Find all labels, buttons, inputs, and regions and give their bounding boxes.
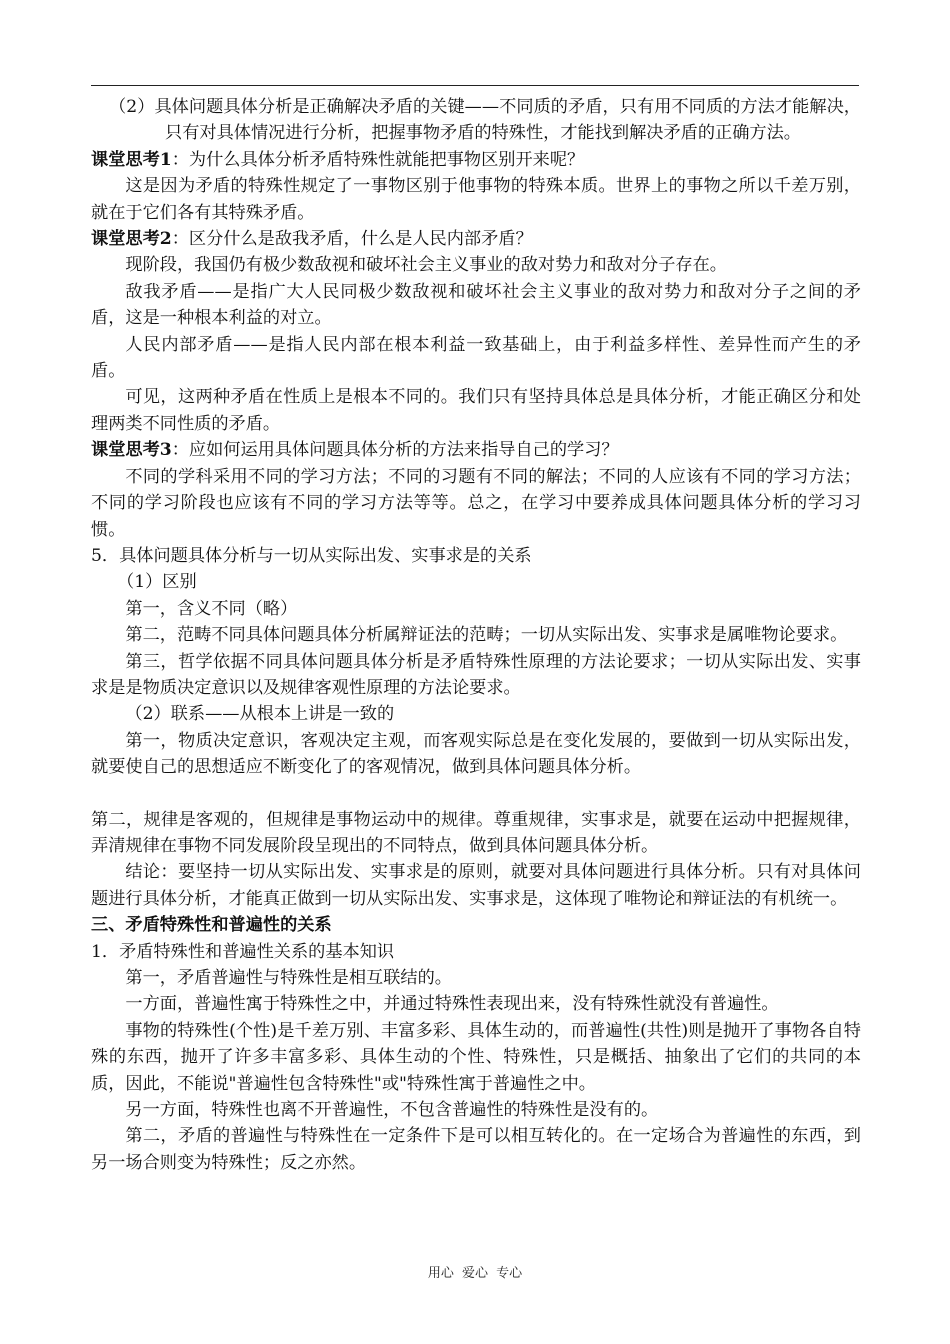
question-heading (91, 437, 861, 463)
paragraph: （2）具体问题具体分析是正确解决矛盾的关键——不同质的矛盾，只有用不同质的方法才能解决，只有对具体情况进行分析，把握事物矛盾的特殊性，才能找到解决矛盾的正确方法。 (109, 97, 861, 144)
question-label: 课堂思考1 (91, 149, 172, 170)
paragraph: 这是因为矛盾的特殊性规定了一事物区别于他事物的特殊本质。世界上的事物之所以千差万别，就在于它们各有其特殊矛盾。 (91, 176, 861, 223)
paragraph: 另一方面，特殊性也离不开普遍性，不包含普遍性的特殊性是没有的。 (125, 1100, 659, 1121)
question-text: ：应如何运用具体问题具体分析的方法来指导自己的学习？ (171, 440, 619, 461)
subsection-heading: （1）区别 (117, 572, 197, 593)
question-heading (91, 147, 861, 173)
paragraph: 敌我矛盾——是指广大人民同极少数敌视和破坏社会主义事业的敌对势力和敌对分子之间的矛盾，这是一种根本利益的对立。 (91, 281, 861, 329)
question-text: ：区分什么是敌我矛盾，什么是人民内部矛盾？ (171, 229, 533, 250)
section-heading: 1．矛盾特殊性和普遍性关系的基本知识 (91, 941, 395, 962)
question-text: ：为什么具体分析矛盾特殊性就能把事物区别开来呢？ (171, 149, 585, 170)
paragraph: 第一，矛盾普遍性与特殊性是相互联结的。 (125, 968, 452, 988)
page-footer: 用心 爱心 专心 (427, 1266, 523, 1281)
subsection-heading: （2）联系——从根本上讲是一致的 (125, 704, 395, 725)
header-rule (91, 85, 859, 86)
paragraph: 人民内部矛盾——是指人民内部在根本利益一致基础上，由于利益多样性、差异性而产生的矛盾。 (91, 334, 861, 382)
section-heading: 三、矛盾特殊性和普遍性的关系 (91, 915, 332, 936)
paragraph: 可见，这两种矛盾在性质上是根本不同的。我们只有坚持具体总是具体分析，才能正确区分和处理两类不同性质的矛盾。 (91, 387, 861, 434)
question-label: 课堂思考2 (91, 229, 172, 250)
paragraph: 第三，哲学依据不同具体问题具体分析是矛盾特殊性原理的方法论要求；一切从实际出发、实事求是是物质决定意识以及规律客观性原理的方法论要求。 (91, 651, 861, 698)
paragraph: 第一，物质决定意识，客观决定主观，而客观实际总是在变化发展的，要做到一切从实际出发，就要使自己的思想适应不断变化了的客观情况，做到具体问题具体分析。 (91, 730, 861, 778)
paragraph: 一方面，普遍性寓于特殊性之中，并通过特殊性表现出来，没有特殊性就没有普遍性。 (125, 994, 779, 1015)
question-heading (91, 226, 861, 252)
document-body (91, 94, 861, 1176)
paragraph: 不同的学科采用不同的学习方法；不同的习题有不同的解法；不同的人应该有不同的学习方法；不同的学习阶段也应该有不同的学习方法等等。总之，在学习中要养成具体问题具体分析的学习习惯。 (91, 466, 861, 540)
question-label: 课堂思考3 (91, 440, 172, 461)
paragraph: 现阶段，我国仍有极少数敌视和破坏社会主义事业的敌对势力和敌对分子存在。 (125, 255, 727, 276)
section-heading: 5．具体问题具体分析与一切从实际出发、实事求是的关系 (91, 545, 532, 566)
paragraph: 事物的特殊性(个性)是千差万别、丰富多彩、具体生动的，而普遍性(共性)则是抛开了事物各自特殊的东西，抛开了许多丰富多彩、具体生动的个性、特殊性，只是概括、抽象出了它们的共同的本质，因此，不能说"普遍性包含特殊性"或"特殊性寓于普遍性之中。 (91, 1020, 861, 1094)
paragraph: 第二，范畴不同具体问题具体分析属辩证法的范畴；一切从实际出发、实事求是属唯物论要求。 (125, 625, 848, 646)
blank-line (91, 781, 861, 807)
paragraph: 结论：要坚持一切从实际出发、实事求是的原则，就要对具体问题进行具体分析。只有对具体问题进行具体分析，才能真正做到一切从实际出发、实事求是，这体现了唯物论和辩证法的有机统一。 (91, 862, 861, 909)
paragraph: 第一，含义不同（略） (125, 598, 298, 619)
paragraph: 第二，矛盾的普遍性与特殊性在一定条件下是可以相互转化的。在一定场合为普遍性的东西，到另一场合则变为特殊性；反之亦然。 (91, 1126, 861, 1173)
paragraph: 第二，规律是客观的，但规律是事物运动中的规律。尊重规律，实事求是，就要在运动中把握规律，弄清规律在事物不同发展阶段呈现出的不同特点，做到具体问题具体分析。 (91, 809, 861, 856)
